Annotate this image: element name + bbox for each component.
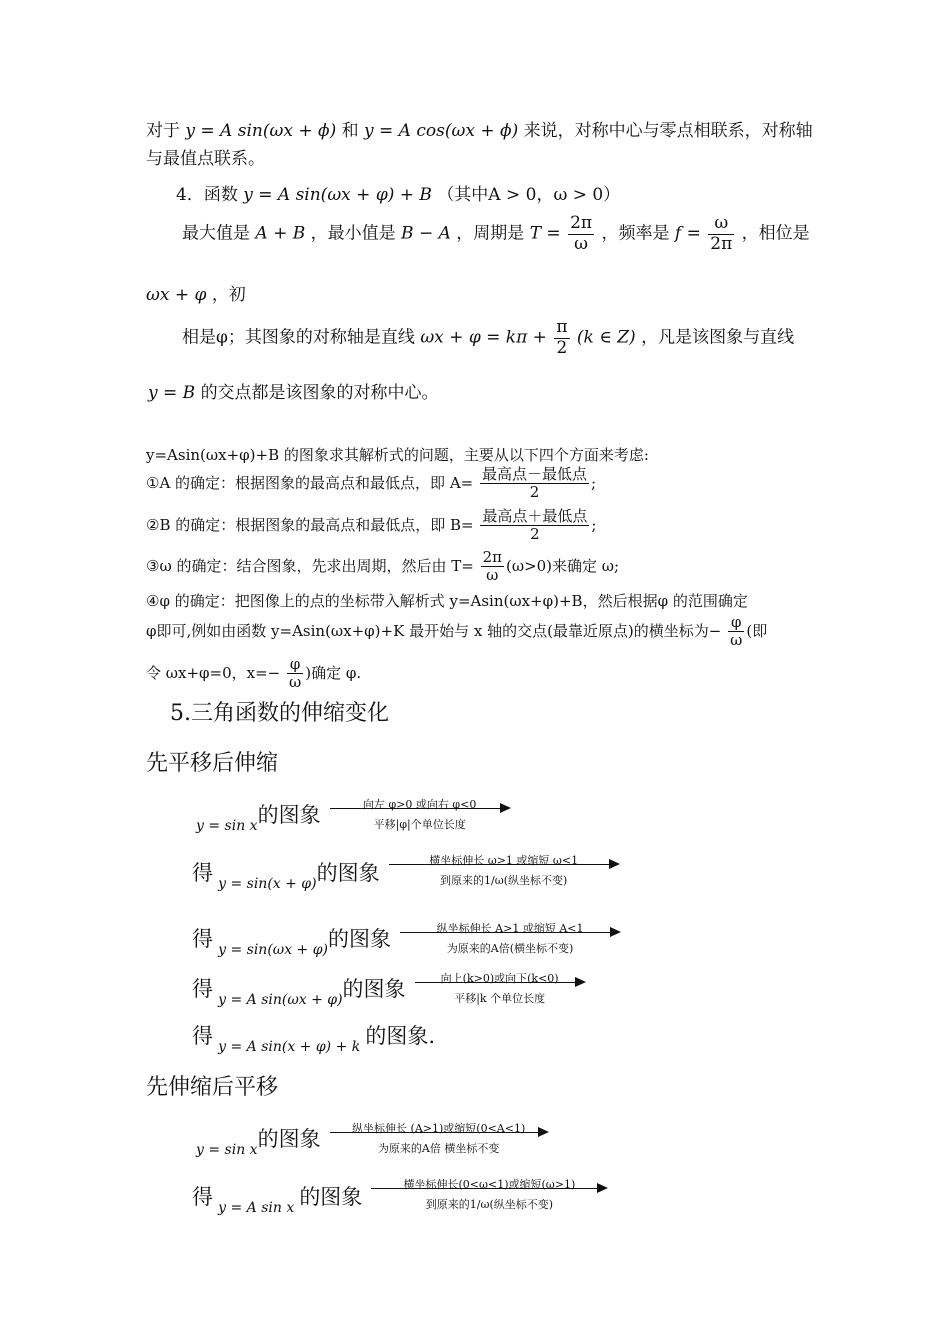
analysis-w bbox=[146, 549, 619, 585]
chain1-arrow3 bbox=[400, 920, 620, 960]
chain1-step2-formula: y = sin(x + φ) bbox=[218, 876, 317, 892]
analysis-p-numerator: φ bbox=[728, 614, 744, 632]
phase-label: ，相位是 bbox=[741, 223, 810, 244]
analysis-w-fraction bbox=[481, 549, 504, 585]
chain1-step3-formula: y = sin(ωx + φ) bbox=[218, 942, 328, 958]
chain1-step4-prefix: 得 bbox=[192, 977, 213, 1001]
analysis-b-fraction bbox=[480, 508, 589, 544]
chain1-step3-prefix: 得 bbox=[192, 927, 213, 951]
analysis-p3-fraction bbox=[287, 656, 303, 692]
chain1-arrow3-top: 纵坐标伸长 A>1 或缩短 A<1 bbox=[436, 922, 584, 935]
analysis-a-denominator: 2 bbox=[529, 483, 540, 502]
freq-denominator: 2π bbox=[710, 233, 733, 254]
period-numerator: 2π bbox=[570, 213, 593, 233]
analysis-p-denominator: ω bbox=[730, 631, 743, 650]
freq-fraction bbox=[708, 214, 734, 254]
chain1-arrow4 bbox=[415, 970, 585, 1010]
chain1-arrow2 bbox=[389, 852, 619, 896]
chain1-step4-tail: 的图象 bbox=[342, 977, 406, 1001]
chain1-arrow2-top: 横坐标伸长 ω>1 或缩短 ω<1 bbox=[429, 854, 579, 867]
analysis-b-numerator: 最高点＋最低点 bbox=[482, 507, 588, 525]
chain2-step1 bbox=[196, 1120, 548, 1160]
para1-line1 bbox=[146, 116, 813, 141]
analysis-p3-numerator: φ bbox=[287, 656, 303, 674]
section5-sub1: 先平移后伸缩 bbox=[146, 751, 279, 776]
para1-text-c: 来说，对称中心与零点相联系，对称轴 bbox=[523, 121, 813, 141]
freq-label: ，频率是 bbox=[601, 223, 670, 244]
chain1-step2-prefix: 得 bbox=[192, 861, 213, 885]
analysis-a-numerator: 最高点－最低点 bbox=[482, 465, 588, 483]
analysis-p-end: (即 bbox=[746, 621, 768, 640]
chain2-arrow2-top: 横坐标伸长(0<ω<1)或缩短(ω>1) bbox=[403, 1178, 576, 1191]
chain1-step3-tail: 的图象 bbox=[327, 927, 391, 951]
chain1-arrow4-top: 向上(k>0)或向下(k<0) bbox=[440, 972, 559, 985]
analysis-b bbox=[146, 508, 596, 544]
chain1-step1-formula: y = sin x bbox=[196, 818, 258, 834]
item4-formula: y = A sin(ωx + φ) + B bbox=[243, 185, 432, 205]
para1-formula-cos: y = A cos(ωx + ϕ) bbox=[364, 121, 519, 141]
chain1-arrow2-bottom: 到原来的1/ω(纵坐标不变) bbox=[440, 874, 568, 887]
para1-line2: 与最值点联系。 bbox=[146, 149, 265, 169]
analysis-intro: y=Asin(ωx+φ)+B 的图象求其解析式的问题，主要从以下四个方面来考虑: bbox=[146, 446, 649, 464]
chain2-step2 bbox=[192, 1176, 607, 1220]
chain1-arrow1-bottom: 平移|φ|个单位长度 bbox=[373, 818, 466, 831]
analysis-p-line1: ④φ 的确定：把图像上的点的坐标带入解析式 y=Asin(ωx+φ)+B，然后根据φ 的范围确定 bbox=[146, 592, 748, 610]
chain2-step2-prefix: 得 bbox=[192, 1185, 213, 1209]
max-value: A + B bbox=[255, 223, 306, 244]
init-phase-text: 相是φ；其图象的对称轴是直线 bbox=[182, 327, 415, 348]
axis-rest: ，凡是该图象与直线 bbox=[641, 327, 795, 348]
center-formula: y = B bbox=[148, 383, 196, 403]
freq-numerator: ω bbox=[708, 214, 734, 235]
item4-center-line bbox=[148, 378, 439, 403]
analysis-p3-denominator: ω bbox=[289, 673, 302, 692]
item4-heading bbox=[176, 180, 620, 205]
chain1-step4 bbox=[192, 970, 585, 1010]
analysis-w-text: ③ω 的确定：结合图象，先求出周期，然后由 T= bbox=[146, 556, 474, 575]
chain2-step1-formula: y = sin x bbox=[196, 1142, 258, 1158]
chain2-step2-formula: y = A sin x bbox=[218, 1200, 295, 1216]
chain2-step2-tail: 的图象 bbox=[299, 1185, 363, 1209]
chain1-arrow4-bottom: 平移|k 个单位长度 bbox=[454, 992, 546, 1005]
max-label: 最大值是 bbox=[182, 223, 250, 244]
chain1-step5-formula: y = A sin(x + φ) + k bbox=[218, 1039, 361, 1055]
para1-formula-sin: y = A sin(ωx + ϕ) bbox=[185, 121, 337, 141]
analysis-a bbox=[146, 466, 596, 502]
analysis-p3-text: 令 ωx+φ=0，x=− bbox=[146, 663, 281, 682]
analysis-w-numerator: 2π bbox=[482, 548, 502, 566]
analysis-p-line2 bbox=[146, 614, 767, 650]
freq-lhs: f = bbox=[674, 223, 701, 244]
analysis-b-end: ; bbox=[591, 515, 597, 534]
analysis-a-end: ; bbox=[591, 473, 597, 492]
section5-sub2: 先伸缩后平移 bbox=[146, 1075, 279, 1100]
axis-fraction bbox=[554, 318, 569, 358]
chain1-step5-tail: 的图象. bbox=[365, 1024, 436, 1048]
analysis-p-line3 bbox=[146, 656, 361, 692]
chain1-arrow3-bottom: 为原来的A倍(横坐标不变) bbox=[446, 942, 574, 955]
axis-denominator: 2 bbox=[556, 337, 568, 358]
chain1-step4-formula: y = A sin(ωx + φ) bbox=[218, 992, 343, 1008]
chain1-step3 bbox=[192, 920, 620, 960]
chain2-arrow2 bbox=[371, 1176, 607, 1220]
axis-equation: ωx + φ = kπ + bbox=[420, 327, 547, 348]
item4-axis-line bbox=[182, 318, 794, 358]
item4-properties bbox=[182, 214, 810, 254]
period-label: ，周期是 bbox=[456, 223, 525, 244]
center-text: 的交点都是该图象的对称中心。 bbox=[200, 383, 439, 403]
axis-numerator: π bbox=[556, 317, 568, 337]
chain1-arrow1-top: 向左 φ>0 或向右 φ<0 bbox=[363, 798, 477, 811]
period-denominator: ω bbox=[574, 233, 589, 254]
chain1-step2-tail: 的图象 bbox=[316, 861, 380, 885]
chain1-step5 bbox=[192, 1020, 435, 1055]
chain2-arrow2-bottom: 到原来的1/ω(纵坐标不变) bbox=[425, 1198, 554, 1211]
phase-value: ωx + φ bbox=[146, 285, 207, 305]
min-label: ，最小值是 bbox=[310, 223, 396, 244]
period-fraction bbox=[568, 214, 594, 254]
analysis-b-denominator: 2 bbox=[530, 525, 540, 544]
analysis-a-text: ①A 的确定：根据图象的最高点和最低点，即 A= bbox=[146, 473, 474, 492]
analysis-w-denominator: ω bbox=[486, 566, 499, 585]
analysis-p3-end: )确定 φ. bbox=[305, 663, 362, 682]
chain2-arrow1-top: 纵坐标伸长 (A>1)或缩短(0<A<1) bbox=[352, 1122, 526, 1135]
analysis-a-fraction bbox=[480, 466, 589, 502]
chain1-step5-prefix: 得 bbox=[192, 1024, 213, 1048]
chain1-step2 bbox=[192, 852, 619, 896]
analysis-b-text: ②B 的确定：根据图象的最高点和最低点，即 B= bbox=[146, 515, 474, 534]
chain1-step1-tail: 的图象 bbox=[257, 803, 321, 827]
item4-condition: （其中A > 0，ω > 0） bbox=[437, 185, 621, 205]
axis-tail: (k ∈ Z) bbox=[576, 327, 636, 348]
period-lhs: T = bbox=[529, 223, 561, 244]
min-value: B − A bbox=[401, 223, 451, 244]
analysis-p-text: φ即可,例如由函数 y=Asin(ωx+φ)+K 最开始与 x 轴的交点(最靠近原点)的横坐标为− bbox=[146, 621, 722, 640]
chain2-arrow1 bbox=[330, 1120, 548, 1160]
chain1-step1 bbox=[196, 796, 510, 836]
analysis-w-end: (ω>0)来确定 ω; bbox=[505, 556, 620, 575]
para1-text-a: 对于 bbox=[146, 121, 180, 141]
chain1-arrow1 bbox=[330, 796, 510, 836]
analysis-p-fraction bbox=[728, 614, 744, 650]
item4-phase-line bbox=[146, 280, 246, 305]
para1-text-b: 和 bbox=[341, 121, 359, 141]
item4-prefix: 4．函数 bbox=[176, 185, 238, 205]
initial-text: ，初 bbox=[211, 285, 246, 305]
section5-title: 5.三角函数的伸缩变化 bbox=[170, 701, 389, 726]
chain2-arrow1-bottom: 为原来的A倍 横坐标不变 bbox=[377, 1142, 500, 1155]
chain2-step1-tail: 的图象 bbox=[257, 1127, 321, 1151]
